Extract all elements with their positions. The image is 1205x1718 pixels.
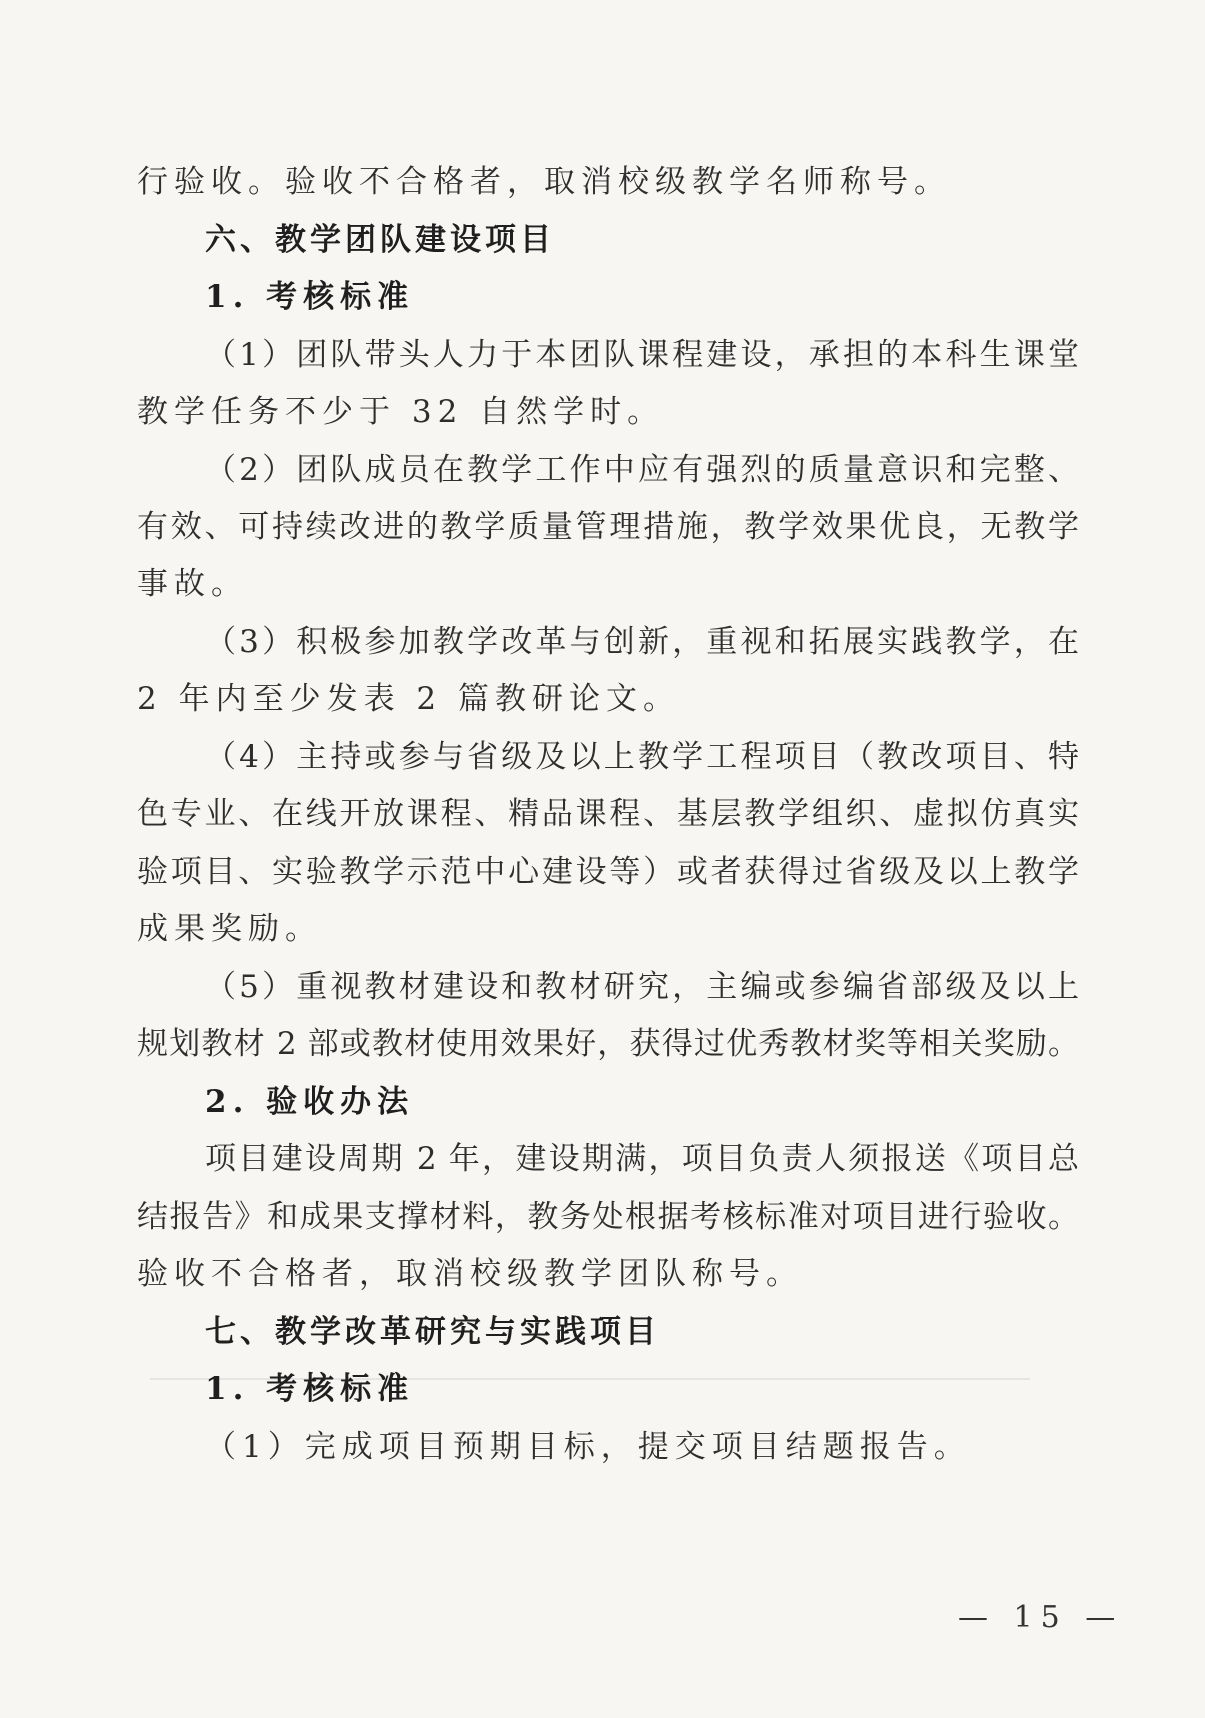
paragraph-line: （5）重视教材建设和教材研究，主编或参编省部级及以上 bbox=[205, 969, 1079, 1005]
paragraph-line: （1）完成项目预期目标，提交项目结题报告。 bbox=[205, 1429, 971, 1465]
paragraph-line: 验收不合格者，取消校级教学团队称号。 bbox=[137, 1256, 803, 1292]
section-heading-seven: 七、教学改革研究与实践项目 bbox=[205, 1314, 660, 1350]
paragraph-line: 结报告》和成果支撑材料，教务处根据考核标准对项目进行验收。 bbox=[137, 1199, 1079, 1235]
section-heading-six: 六、教学团队建设项目 bbox=[205, 222, 555, 258]
paragraph-line: （3）积极参加教学改革与创新，重视和拓展实践教学，在 bbox=[205, 624, 1079, 660]
paragraph-line: 色专业、在线开放课程、精品课程、基层教学组织、虚拟仿真实 bbox=[137, 796, 1079, 832]
subheading-criteria: 1. 考核标准 bbox=[205, 279, 415, 315]
paragraph-line: （4）主持或参与省级及以上教学工程项目（教改项目、特 bbox=[205, 739, 1079, 775]
paragraph-line: 成果奖励。 bbox=[137, 911, 322, 947]
paragraph-line: 规划教材 2 部或教材使用效果好，获得过优秀教材奖等相关奖励。 bbox=[137, 1026, 1079, 1062]
paragraph-line: 2 年内至少发表 2 篇教研论文。 bbox=[137, 681, 681, 717]
paragraph-line: 验项目、实验教学示范中心建设等）或者获得过省级及以上教学 bbox=[137, 854, 1079, 890]
subheading-criteria-2: 1. 考核标准 bbox=[205, 1371, 415, 1407]
paragraph-line: 事故。 bbox=[137, 566, 248, 602]
subheading-acceptance: 2. 验收办法 bbox=[205, 1084, 415, 1120]
paragraph-line: 有效、可持续改进的教学质量管理措施，教学效果优良，无教学 bbox=[137, 509, 1079, 545]
paragraph-line: 项目建设周期 2 年，建设期满，项目负责人须报送《项目总 bbox=[205, 1141, 1079, 1177]
page-number: — 15 — bbox=[958, 1600, 1124, 1635]
paragraph-line: （2）团队成员在教学工作中应有强烈的质量意识和完整、 bbox=[205, 452, 1079, 488]
paragraph-line: （1）团队带头人力于本团队课程建设，承担的本科生课堂 bbox=[205, 337, 1079, 373]
paragraph-line: 行验收。验收不合格者，取消校级教学名师称号。 bbox=[137, 164, 951, 200]
paragraph-line: 教学任务不少于 32 自然学时。 bbox=[137, 394, 665, 430]
